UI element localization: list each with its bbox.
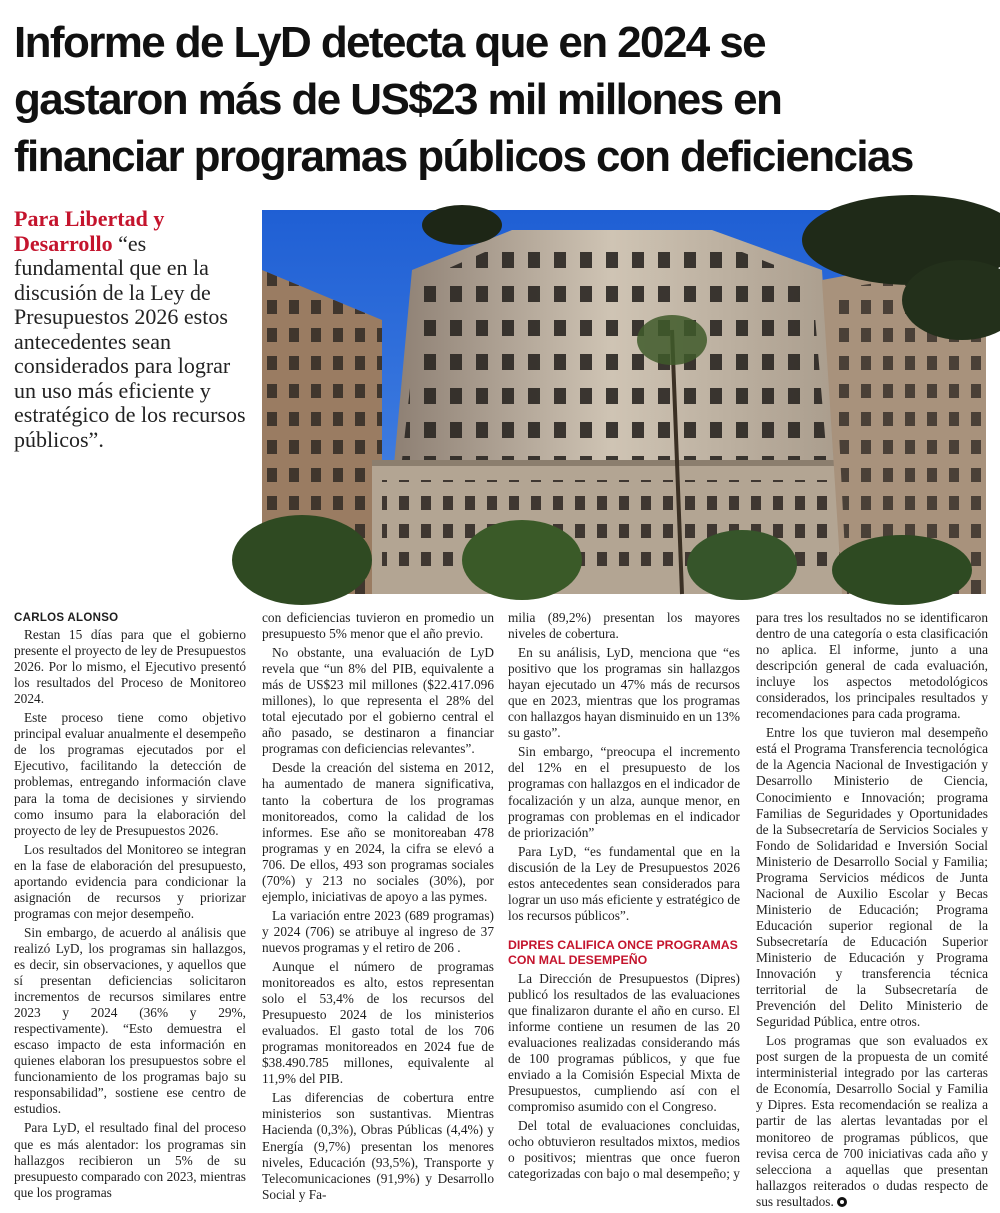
end-of-article-icon xyxy=(837,1197,847,1207)
paragraph: No obstante, una evaluación de LyD revela que “un 8% del PIB, equivalente a más de US$23 mil millones ($22.417.096 millones), lo que representa el 28% del total ejecutado por el gobierno central el año pasado, se destinaron a financiar programas con deficiencias relevantes”. xyxy=(262,645,494,757)
paragraph-text: Los programas que son evaluados ex post surgen de la propuesta de un comité interministerial integrado por las carteras de Economía, Desarrollo Social y Familia y Dipres. Esta recomendación se realiza a partir de las alertas levantadas por el monitoreo de programas públicos, que revisa cerca de 700 iniciativas cada año y selecciona a aquellas que presentan hallazgos reiterados o dudas respecto de sus resultados. xyxy=(756,1033,988,1209)
paragraph: La variación entre 2023 (689 programas) y 2024 (706) se atribuye al ingreso de 37 nuevos programas y el retiro de 206 . xyxy=(262,907,494,955)
paragraph: La Dirección de Presupuestos (Dipres) publicó los resultados de las evaluaciones que finalizaron durante el año en curso. El informe contiene un resumen de las 20 evaluaciones realizadas considerando más de 100 programas públicos, y que fue enviado a la Comisión Especial Mixta de Presupuestos, cumpliendo así con el compromiso asumido con el Congreso. xyxy=(508,970,740,1115)
paragraph: Este proceso tiene como objetivo principal evaluar anualmente el desempeño de los programas ejecutados por el Ejecutivo, facilitando la detección de problemas, entregando información clave para la toma de decisiones y sirviendo como insumo para la elaboración del proyecto de ley de Presupuestos 2026. xyxy=(14,710,246,838)
paragraph xyxy=(756,1033,988,1210)
article-column-4 xyxy=(756,610,988,1213)
paragraph: Aunque el número de programas monitoreados es alto, estos representan solo el 53,4% de los recursos del Presupuesto 2024 de los ministerios evaluados. El gasto total de los 706 programas monitoreados en 2024 fue de $38.490.785 millones, equivalente al 11,9% del PIB. xyxy=(262,958,494,1087)
paragraph: con deficiencias tuvieron en promedio un presupuesto 5% menor que el año previo. xyxy=(262,610,494,642)
headline xyxy=(14,14,986,185)
paragraph: milia (89,2%) presentan los mayores niveles de cobertura. xyxy=(508,610,740,642)
paragraph: Restan 15 días para que el gobierno presente el proyecto de ley de Presupuestos 2026. Por lo mismo, el Ejecutivo presentó los resultados del Proceso de Monitoreo 2024. xyxy=(14,627,246,707)
subhead: DIPRES CALIFICA ONCE PROGRAMAS CON MAL DESEMPEÑO xyxy=(508,937,738,967)
pull-quote xyxy=(14,207,252,452)
pull-quote-text: “es fundamental que en la discusión de la Ley de Presupuestos 2026 estos antecedentes sean considerados para lograr un uso más eficiente y estratégico de los recursos públicos”. xyxy=(14,230,246,452)
paragraph: Sin embargo, de acuerdo al análisis que realizó LyD, los programas sin hallazgos, es decir, sin observaciones, y aquellos que sí presentan deficiencias solicitaron incrementos de recursos similares entre 2023 y 2024 (36% y 29%, respectivamente). “Esto demuestra el escaso impacto de esta información en quienes elaboran los presupuestos sobre el funcionamiento de los programas bajo su responsabilidad”, sostiene ese centro de estudios. xyxy=(14,924,246,1117)
paragraph: Sin embargo, “preocupa el incremento del 12% en el presupuesto de los programas con hallazgos en el indicador de focalización y un alza, aunque menor, en programas con problemas en el indicador de priorización” xyxy=(508,744,740,840)
building-illustration xyxy=(262,210,986,594)
paragraph: Del total de evaluaciones concluidas, ocho obtuvieron resultados mixtos, medios o positivos; mientras que once fueron categorizadas con bajo o mal desempeño; y xyxy=(508,1118,740,1182)
byline: CARLOS ALONSO xyxy=(14,612,119,624)
article-column-3 xyxy=(508,610,740,1186)
paragraph: En su análisis, LyD, menciona que “es positivo que los programas sin hallazgos hayan ejecutado un 47% más de recursos que en 2023, mientras que los programas con hallazgos hayan disminuido en un 13% su gasto”. xyxy=(508,645,740,741)
building-photo xyxy=(262,210,986,594)
paragraph: Para LyD, el resultado final del proceso que es más alentador: los programas sin hallazgos recibieron un 5% de su presupuesto comparado con 2023, mientras que los programas xyxy=(14,1120,246,1200)
paragraph: Las diferencias de cobertura entre ministerios son sustantivas. Mientras Hacienda (0,3%), Obras Públicas (4,4%) y Energía (9,7%) presentan los menores niveles, Educación (93,5%), Transporte y Telecomunicaciones (91,9%) y Desarrollo Social y Fa- xyxy=(262,1090,494,1202)
article-column-2 xyxy=(262,610,494,1206)
paragraph: para tres los resultados no se identificaron dentro de una categoría o esta clasificación no aplica. El informe, junto a una descripción general de cada evaluación, incluye los aspectos metodológicos considerados, los principales resultados y recomendaciones para cada programa. xyxy=(756,610,988,722)
headline-line-1: Informe de LyD detecta que en 2024 se xyxy=(14,18,766,67)
paragraph: Entre los que tuvieron mal desempeño está el Programa Transferencia tecnológica de la Agencia Nacional de Investigación y Desarrollo Ministerio de Ciencia, Conocimiento e Innovación; programa Familias de Seguridades y Oportunidades de la Subsecretaría de Servicios Sociales y Fondo de Solidaridad e Inversión Social Ministerio de Desarrollo Social y Familia; Programa Servicios médicos de Junta Nacional de Auxilio Escolar y Becas Ministerio de Educación; Programa Educación superior regional de la Subsecretaría de Educación Superior Ministerio de Educación y Programa Innovación y transferencia técnica territorial de la Subsecretaría de Prevención del Delito Ministerio de Seguridad Pública, entre otros. xyxy=(756,725,988,1030)
headline-line-3: financiar programas públicos con deficiencias xyxy=(14,132,913,181)
paragraph: Desde la creación del sistema en 2012, ha aumentado de manera significativa, tanto la cobertura de los programas monitoreados, como la calidad de los informes. Ese año se monitoreaban 478 programas y en 2024, la cifra se elevó a 706. De ellos, 493 son programas sociales (70%) y 213 no sociales (30%), por ejemplo, iniciativas de apoyo a las pymes. xyxy=(262,760,494,904)
headline-line-2: gastaron más de US$23 mil millones en xyxy=(14,75,782,124)
paragraph: Los resultados del Monitoreo se integran en la fase de elaboración del presupuesto, aportando evidencia para condicionar la asignación de recursos y priorizar programas con mejor desempeño. xyxy=(14,841,246,921)
paragraph: Para LyD, “es fundamental que en la discusión de la Ley de Presupuestos 2026 estos antecedentes sean considerados para lograr un uso más eficiente y estratégico de los recursos públicos”. xyxy=(508,843,740,923)
pull-quote-brand: Para Libertad y Desarrollo xyxy=(14,206,165,256)
article-column-1 xyxy=(14,610,246,1204)
